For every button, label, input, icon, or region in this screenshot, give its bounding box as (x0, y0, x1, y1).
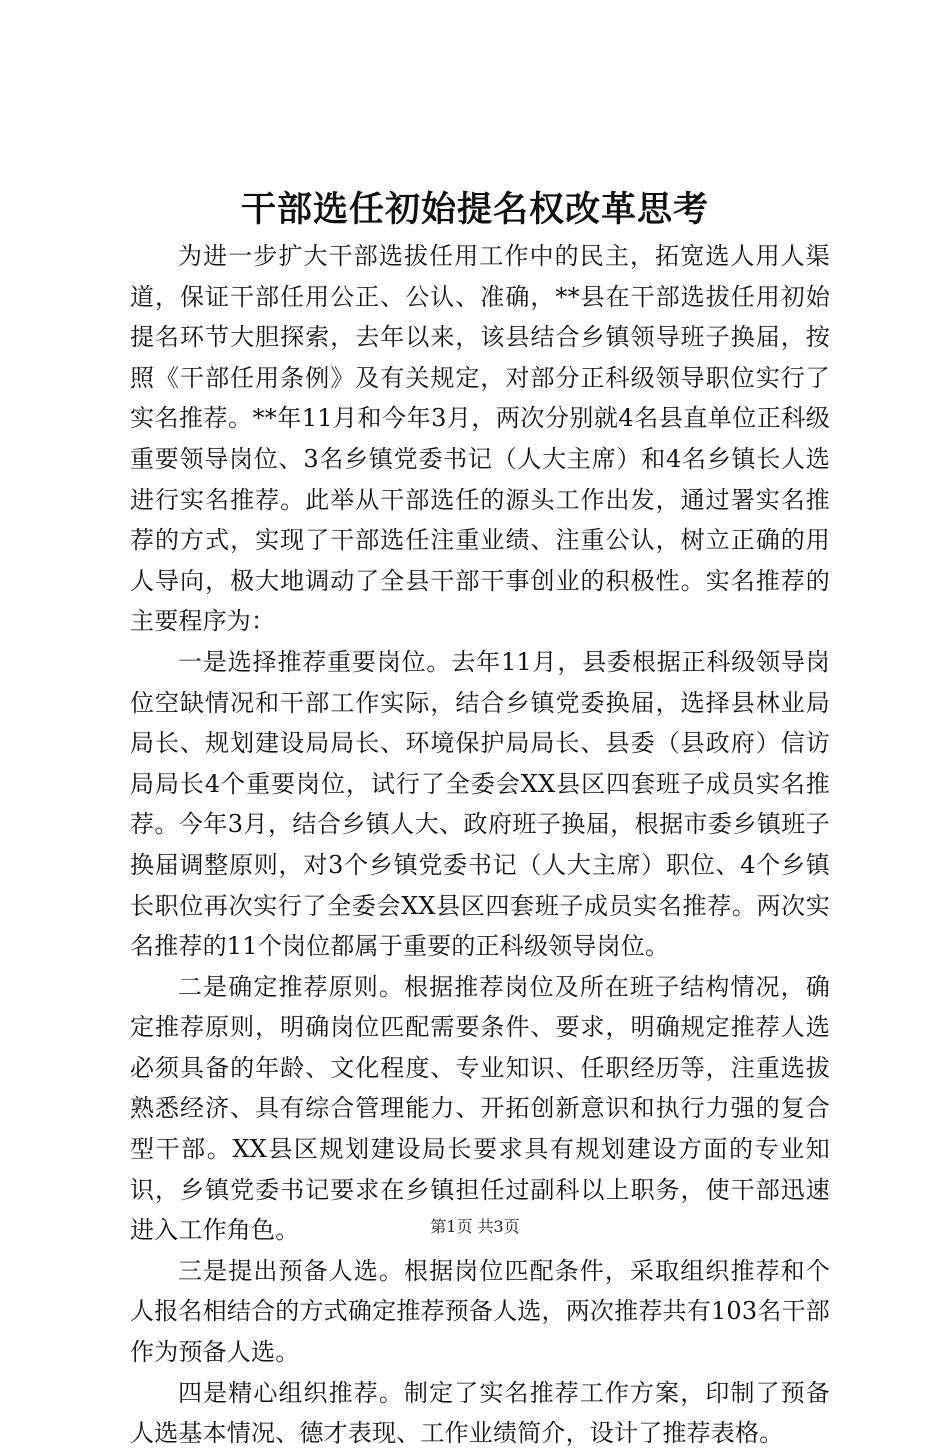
document-body (130, 236, 830, 1454)
page-footer: 第1页 共3页 (430, 1217, 520, 1236)
paragraph-intro: 为进一步扩大干部选拔任用工作中的民主，拓宽选人用人渠道，保证干部任用公正、公认、准确，**县在干部选拔任用初始提名环节大胆探索，去年以来，该县结合乡镇领导班子换届，按照《干部任用条例》及有关规定，对部分正科级领导职位实行了实名推荐。**年11月和今年3月，两次分别就4名县直单位正科级重要领导岗位、3名乡镇党委书记（人大主席）和4名乡镇长人选进行实名推荐。此举从干部选任的源头工作出发，通过署实名推荐的方式，实现了干部选任注重业绩、注重公认，树立正确的用人导向，极大地调动了全县干部干事创业的积极性。实名推荐的主要程序为： (130, 242, 830, 636)
paragraph-step-2: 二是确定推荐原则。根据推荐岗位及所在班子结构情况，确定推荐原则，明确岗位匹配需要条件、要求，明确规定推荐人选必须具备的年龄、文化程度、专业知识、任职经历等，注重选拔熟悉经济、具有综合管理能力、开拓创新意识和执行力强的复合型干部。XX县区规划建设局长要求具有规划建设方面的专业知识，乡镇党委书记要求在乡镇担任过副科以上职务，使干部迅速进入工作角色。 (130, 972, 830, 1245)
document-title: 干部选任初始提名权改革思考 (240, 189, 709, 230)
paragraph-step-1: 一是选择推荐重要岗位。去年11月，县委根据正科级领导岗位空缺情况和干部工作实际，结合乡镇党委换届，选择县林业局局长、规划建设局局长、环境保护局局长、县委（县政府）信访局局长4个重要岗位，试行了全委会XX县区四套班子成员实名推荐。今年3月，结合乡镇人大、政府班子换届，根据市委乡镇班子换届调整原则，对3个乡镇党委书记（人大主席）职位、4个乡镇长职位再次实行了全委会XX县区四套班子成员实名推荐。两次实名推荐的11个岗位都属于重要的正科级领导岗位。 (130, 647, 830, 961)
paragraph-step-4: 四是精心组织推荐。制定了实名推荐工作方案，印制了预备人选基本情况、德才表现、工作业绩简介，设计了推荐表格。 (130, 1378, 830, 1448)
paragraph-step-3: 三是提出预备人选。根据岗位匹配条件，采取组织推荐和个人报名相结合的方式确定推荐预备人选，两次推荐共有103名干部作为预备人选。 (130, 1256, 830, 1367)
